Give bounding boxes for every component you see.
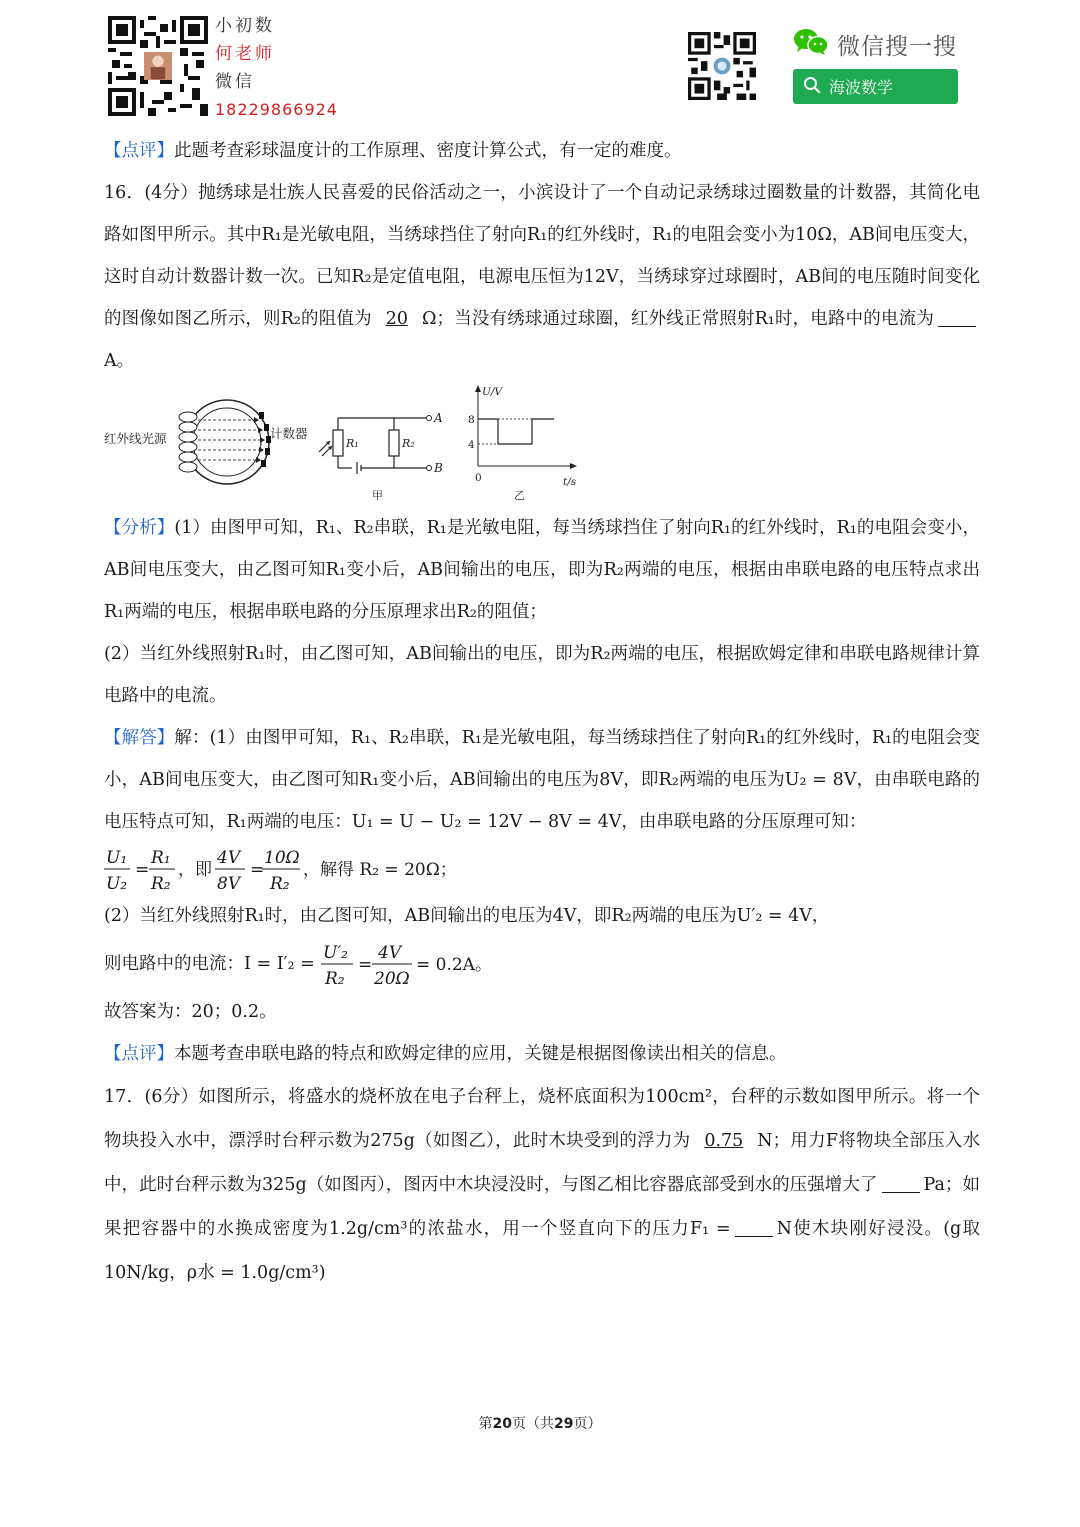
source-label: 红外线光源 <box>104 431 167 446</box>
q16-intro: 16．(4分）抛绣球是壮族人民喜爱的民俗活动之一，小滨设计了一个自动记录绣球过圈数量的计数器，其简化电路如图甲所示。其中R₁是光敏电阻，当绣球挡住了射向R₁的红外线时，R₁的电阻会变小为10Ω，AB间电压变大，这时自动计数器计数一次。已知R₂是定值电阻，电源电压恒为12V，当绣球穿过球圈时，AB间的电压随时间变化的图像如图乙所示，则R₂的阻值为 <box>104 183 980 329</box>
q17-part-1: 17．(6分）如图所示，将盛水的烧杯放在电子台秤上，烧杯底面积为100cm²，台秤的示数如图甲所示。将一个物块投入水中，漂浮时台秤示数为275g（如图乙），此时木块受到的浮力为 <box>104 1087 980 1151</box>
counter-label: 计数器 <box>270 426 308 441</box>
wechat-search-label: 微信搜一搜 <box>837 33 957 60</box>
q16-final-answer: 故答案为：20；0.2。 <box>104 1002 277 1022</box>
svg-text:=: = <box>135 860 150 880</box>
node-b-label: B <box>434 461 443 475</box>
caption-jia: 甲 <box>372 489 383 502</box>
ratio-equation-svg <box>104 843 504 895</box>
eq2-rhs-den: R₂ <box>270 874 290 894</box>
comment-tag: 【点评】 <box>104 1044 174 1064</box>
svg-text:=: = <box>250 860 265 880</box>
eq1-lhs-den: U₂ <box>106 874 128 894</box>
q17-answer-1: 0.75 <box>704 1131 744 1151</box>
graph-tick-4: 4 <box>468 439 475 451</box>
wechat-qr-code <box>688 32 756 100</box>
page-header <box>0 0 1080 125</box>
footer-middle: 页（共 <box>512 1416 554 1432</box>
q16-after-blank: A。 <box>104 351 135 371</box>
q16-figure-svg <box>104 382 980 507</box>
eq1-rhs-den: R₂ <box>151 874 171 894</box>
contact-line-1: 小初数 <box>215 16 275 36</box>
footer-suffix: 页） <box>573 1416 602 1432</box>
q16-analysis-2: (2）当红外线照射R₁时，由乙图可知，AB间输出的电压，即为R₂两端的电压，根据欧姆定律和串联电路规律计算电路中的电流。 <box>104 644 980 706</box>
search-icon <box>803 76 821 98</box>
eq3-tail: = 0.2A。 <box>415 955 492 975</box>
contact-line-3: 微信 <box>215 72 255 92</box>
graph-origin: 0 <box>475 472 482 484</box>
wechat-search-button-label: 海波数学 <box>829 78 894 97</box>
q17-part-3: Pa；如果把容器中的水换成密度为1.2g/cm³的浓盐水，用一个竖直向下的压力F₁ = <box>104 1175 980 1239</box>
graph-y-axis-label: U/V <box>482 386 502 398</box>
eq2-tail: ，解得 R₂ = 20Ω； <box>303 860 457 880</box>
q16-stem <box>104 172 980 382</box>
q16-solution-3-prefix: 则电路中的电流：I = I′₂ = <box>104 954 315 974</box>
eq1-rhs-num: R₁ <box>151 848 171 868</box>
eq2-lhs-num: 4V <box>217 848 241 868</box>
eq1-lhs-num: U₁ <box>106 848 128 868</box>
footer-total-pages: 29 <box>554 1416 574 1432</box>
wechat-search-brand <box>793 28 957 60</box>
svg-text:=: = <box>357 955 373 975</box>
contact-line-2: 何老师 <box>215 44 275 64</box>
q16-solution-2: (2）当红外线照射R₁时，由乙图可知，AB间输出的电压为4V，即R₂两端的电压为U′₂ = 4V， <box>104 906 830 926</box>
q16-analysis-1 <box>104 507 980 633</box>
graph-x-axis-label: t/s <box>563 476 577 488</box>
q17-part-4: N使木块刚好浸没。(g取10N/kg，ρ水 = 1.0g/cm³) <box>104 1219 980 1283</box>
document-body <box>104 130 980 1295</box>
contact-phone: 18229866924 <box>215 100 338 119</box>
q16-comment <box>104 1033 980 1075</box>
q16-analysis-1-text: (1）由图甲可知，R₁、R₂串联，R₁是光敏电阻，每当绣球挡住了射向R₁的红外线时，R₁的电阻会变小，AB间电压变大，由乙图可知R₁变小后，AB间输出的电压，即为R₂两端的电压，根据由串联电路的电压特点求出R₁两端的电压，根据串联电路的分压原理求出R₂的阻值； <box>104 518 981 622</box>
node-a-label: A <box>434 411 443 425</box>
q17-part-2: N；用力F将物块全部压入水中，此时台秤示数为325g（如图丙），图丙中木块浸没时，与图乙相比容器底部受到水的压强增大了 <box>104 1131 980 1195</box>
q16-ratio-equations <box>104 843 980 895</box>
solution-tag: 【解答】 <box>104 728 175 748</box>
eq2-lhs-den: 8V <box>217 874 241 894</box>
footer-page-number: 20 <box>492 1416 512 1432</box>
eq1-mid: ，即 <box>178 860 212 880</box>
q16-figures <box>104 382 980 507</box>
contact-qr-code <box>108 16 208 116</box>
analysis-tag: 【分析】 <box>104 518 175 538</box>
q17-stem <box>104 1075 980 1295</box>
q17-blank-2 <box>882 1175 920 1194</box>
wechat-logo-icon <box>793 28 829 60</box>
r2-label: R₂ <box>402 437 415 450</box>
eq3-num1: U′₂ <box>322 943 348 963</box>
page-footer <box>0 1413 1080 1433</box>
footer-prefix: 第 <box>478 1416 493 1432</box>
q15-comment <box>104 130 980 172</box>
graph-tick-8: 8 <box>468 414 475 426</box>
q16-solution-1-text: 解：(1）由图甲可知，R₁、R₂串联，R₁是光敏电阻，每当绣球挡住了射向R₁的红外线时，R₁的电阻会变小，AB间电压变大，由乙图可知R₁变小后，AB间输出的电压为8V，即R₂两端的电压为U₂ = 8V，由串联电路的电压特点可知，R₁两端的电压：U₁ = U − U₂ = 12V − 8V = 4V，由串联电路的分压原理可知： <box>104 728 981 832</box>
eq3-den1: R₂ <box>324 969 345 989</box>
infrared-ring-diagram <box>179 400 271 484</box>
q15-comment-text: 此题考查彩球温度计的工作原理、密度计算公式，有一定的难度。 <box>174 141 682 161</box>
r1-label: R₁ <box>346 437 359 450</box>
q16-after-answer: Ω；当没有绣球通过球圈，红外线正常照射R₁时，电路中的电流为 <box>422 309 934 329</box>
current-equation-svg <box>319 938 539 990</box>
q16-answer-1: 20 <box>385 309 409 329</box>
eq3-num2: 4V <box>377 943 401 963</box>
eq3-den2: 20Ω <box>373 969 410 989</box>
comment-tag: 【点评】 <box>104 141 174 161</box>
q16-current-equation <box>104 937 980 991</box>
caption-yi: 乙 <box>514 489 525 502</box>
q17-blank-3 <box>735 1219 773 1238</box>
eq2-rhs-num: 10Ω <box>264 848 300 868</box>
q16-blank-2 <box>938 309 976 328</box>
q16-comment-text: 本题考查串联电路的特点和欧姆定律的应用，关键是根据图像读出相关的信息。 <box>174 1044 787 1064</box>
wechat-search-button[interactable] <box>793 69 958 104</box>
contact-info <box>215 12 338 124</box>
q16-solution-1 <box>104 717 980 843</box>
